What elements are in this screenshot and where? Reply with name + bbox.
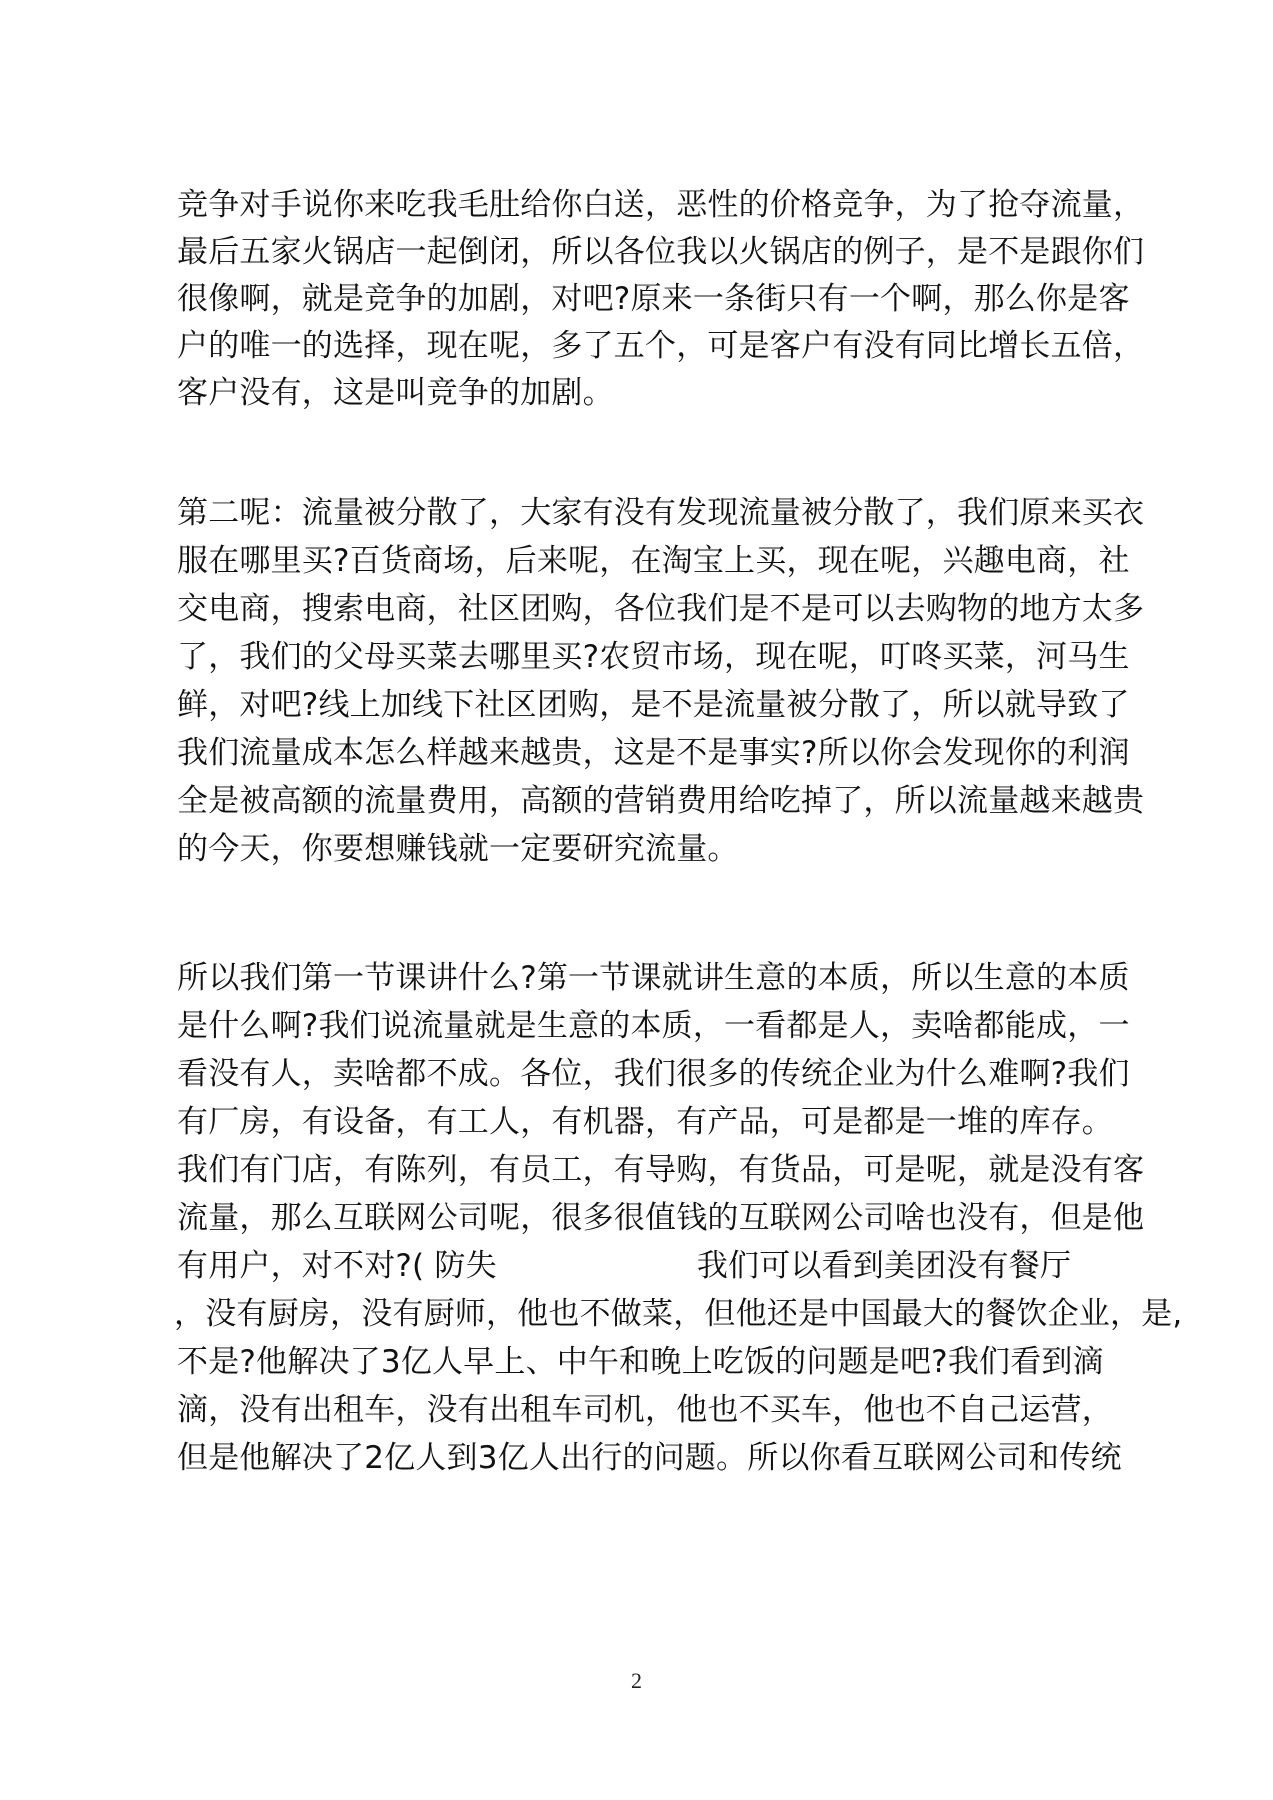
paragraph-3-line-1: 所以我们第一节课讲什么?第一节课就讲生意的本质，所以生意的本质 — [177, 960, 1130, 996]
paragraph-3-tail-line-3: 滴，没有出租车，没有出租车司机，他也不买车，他也不自己运营， — [177, 1392, 1113, 1428]
paragraph-1-line-4: 户的唯一的选择，现在呢，多了五个，可是客户有没有同比增长五倍， — [177, 328, 1145, 364]
paragraph-2-line-2: 服在哪里买?百货商场，后来呢，在淘宝上买，现在呢，兴趣电商，社 — [177, 543, 1130, 579]
paragraph-3-tail-line-4: 但是他解决了2亿人到3亿人出行的问题。所以你看互联网公司和传统 — [177, 1440, 1122, 1476]
paragraph-1-line-2: 最后五家火锅店一起倒闭，所以各位我以火锅店的例子，是不是跟你们 — [177, 234, 1145, 270]
paragraph-2-line-8: 的今天，你要想赚钱就一定要研究流量。 — [177, 831, 739, 867]
paragraph-3-line-2: 是什么啊?我们说流量就是生意的本质，一看都是人，卖啥都能成，一 — [177, 1008, 1130, 1044]
paragraph-2-line-6: 我们流量成本怎么样越来越贵，这是不是事实?所以你会发现你的利润 — [177, 735, 1130, 771]
paragraph-3-split-line — [177, 1246, 1107, 1286]
paragraph-2-line-4: 了，我们的父母买菜去哪里买?农贸市场，现在呢，叮咚买菜，河马生 — [177, 639, 1130, 675]
paragraph-1-line-1: 竞争对手说你来吃我毛肚给你白送，恶性的价格竞争，为了抢夺流量， — [177, 187, 1145, 223]
split-line-right: 我们可以看到美团没有餐厅 — [696, 1248, 1072, 1284]
paragraph-2-line-1: 第二呢：流量被分散了，大家有没有发现流量被分散了，我们原来买衣 — [177, 495, 1145, 531]
split-line-left: 有用户，对不对?( 防失 — [177, 1248, 497, 1284]
page-number: 2 — [631, 1668, 642, 1693]
paragraph-3-line-4: 有厂房，有设备，有工人，有机器，有产品，可是都是一堆的库存。 — [177, 1104, 1113, 1140]
paragraph-3-tail-line-1: ，没有厨房，没有厨师，他也不做菜，但他还是中国最大的餐饮企业，是, — [174, 1296, 1183, 1332]
paragraph-1-line-3: 很像啊，就是竞争的加剧，对吧?原来一条街只有一个啊，那么你是客 — [177, 281, 1130, 317]
paragraph-3-line-6: 流量，那么互联网公司呢，很多很值钱的互联网公司啥也没有，但是他 — [177, 1200, 1145, 1236]
paragraph-1-line-5: 客户没有，这是叫竞争的加剧。 — [177, 375, 614, 411]
paragraph-3-line-5: 我们有门店，有陈列，有员工，有导购，有货品，可是呢，就是没有客 — [177, 1152, 1145, 1188]
paragraph-3-line-3: 看没有人，卖啥都不成。各位，我们很多的传统企业为什么难啊?我们 — [177, 1056, 1130, 1092]
paragraph-3-tail-line-2: 不是?他解决了3亿人早上、中午和晚上吃饭的问题是吧?我们看到滴 — [177, 1344, 1104, 1380]
paragraph-2-line-5: 鲜，对吧?线上加线下社区团购，是不是流量被分散了，所以就导致了 — [177, 687, 1130, 723]
paragraph-2-line-3: 交电商，搜索电商，社区团购，各位我们是不是可以去购物的地方太多 — [177, 591, 1145, 627]
paragraph-2-line-7: 全是被高额的流量费用，高额的营销费用给吃掉了，所以流量越来越贵 — [177, 783, 1145, 819]
